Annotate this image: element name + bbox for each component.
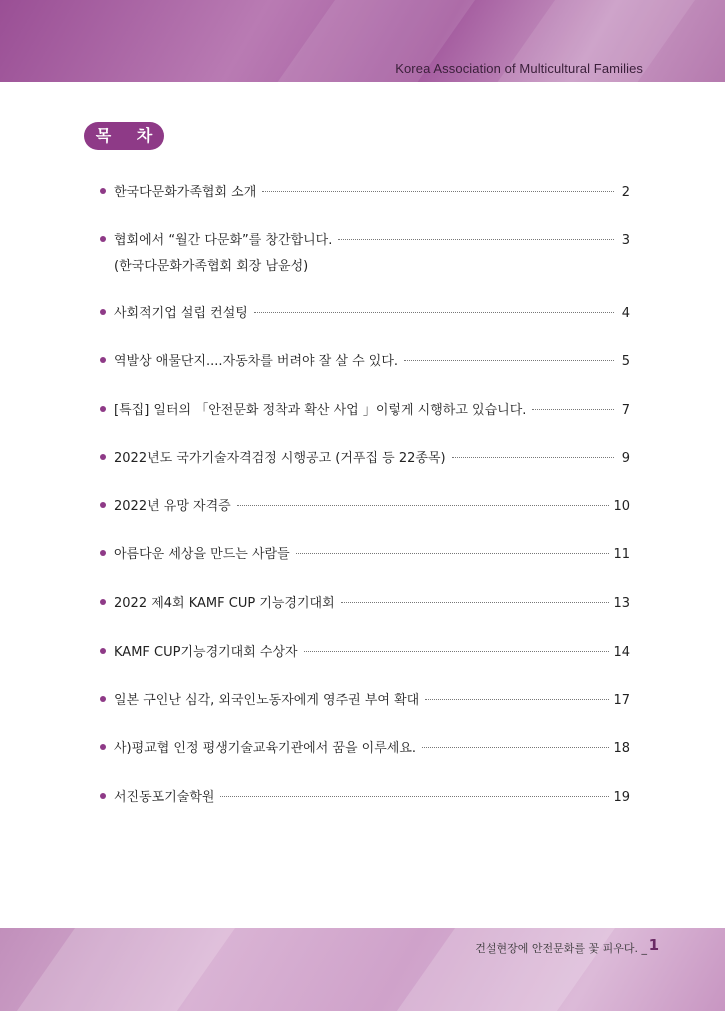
toc-item-page: 19 — [613, 790, 630, 805]
toc-item-page: 2 — [621, 185, 630, 200]
toc-item[interactable] — [100, 740, 630, 758]
toc-item-page: 11 — [613, 547, 630, 562]
toc-item-label: [특집] 일터의 「안전문화 정착과 확산 사업 」이렇게 시행하고 있습니다. — [114, 403, 527, 418]
toc-item-label: 일본 구인난 심각, 외국인노동자에게 영주권 부여 확대 — [114, 693, 420, 708]
bullet-icon — [100, 309, 106, 315]
bullet-icon — [100, 550, 106, 556]
toc-item[interactable] — [100, 644, 630, 662]
dot-leader — [237, 505, 610, 506]
toc-item-label: 서진동포기술학원 — [114, 790, 215, 805]
toc-item[interactable] — [100, 546, 630, 564]
toc-item-page: 10 — [613, 499, 630, 514]
toc-item[interactable] — [100, 595, 630, 613]
toc-item-page: 4 — [621, 306, 630, 321]
toc-item-page: 18 — [613, 741, 630, 756]
toc-item-label: 사회적기업 설립 컨설팅 — [114, 306, 248, 321]
toc-item-label: 2022년도 국가기술자격검정 시행공고 (거푸집 등 22종목) — [114, 451, 446, 466]
dot-leader — [254, 312, 614, 313]
toc-title: 목 차 — [84, 122, 164, 150]
toc-item[interactable] — [100, 402, 630, 420]
toc-item-label: 2022년 유망 자격증 — [114, 499, 231, 514]
toc-item-label: 사)평교협 인정 평생기술교육기관에서 꿈을 이루세요. — [114, 741, 417, 756]
toc-item[interactable] — [100, 232, 630, 276]
bullet-icon — [100, 648, 106, 654]
footer-page-number: 1 — [648, 936, 659, 954]
bullet-icon — [100, 696, 106, 702]
dot-leader — [341, 602, 610, 603]
toc-item-page: 3 — [621, 233, 630, 248]
bullet-icon — [100, 744, 106, 750]
dot-leader — [404, 360, 614, 361]
toc-item-label: KAMF CUP기능경기대회 수상자 — [114, 645, 298, 660]
toc-item-label: 2022 제4회 KAMF CUP 기능경기대회 — [114, 596, 335, 611]
toc-item-page: 13 — [613, 596, 630, 611]
dot-leader — [296, 553, 610, 554]
toc-item-page: 17 — [613, 693, 630, 708]
toc-item[interactable] — [100, 450, 630, 468]
bullet-icon — [100, 357, 106, 363]
header-organization: Korea Association of Multicultural Families — [395, 61, 643, 76]
toc-item-label: 역발상 애물단지....자동차를 버려야 잘 살 수 있다. — [114, 354, 399, 369]
bullet-icon — [100, 236, 106, 242]
footer-slogan: 건설현장에 안전문화를 꽃 피우다. _ — [475, 942, 647, 955]
dot-leader — [452, 457, 614, 458]
toc-item[interactable] — [100, 184, 630, 202]
footer-decoration — [0, 928, 249, 1011]
bullet-icon — [100, 793, 106, 799]
bullet-icon — [100, 454, 106, 460]
toc-item-page: 9 — [621, 451, 630, 466]
bullet-icon — [100, 406, 106, 412]
dot-leader — [422, 747, 609, 748]
dot-leader — [262, 191, 614, 192]
toc-item[interactable] — [100, 353, 630, 371]
toc-item[interactable] — [100, 305, 630, 323]
bullet-icon — [100, 502, 106, 508]
toc-item-label: 한국다문화가족협회 소개 — [114, 185, 257, 200]
dot-leader — [425, 699, 609, 700]
bullet-icon — [100, 599, 106, 605]
bullet-icon — [100, 188, 106, 194]
toc-item-page: 14 — [613, 645, 630, 660]
toc-item-label: 협회에서 “월간 다문화”를 창간합니다. — [114, 233, 333, 248]
toc-item-subtitle: (한국다문화가족협회 회장 남윤성) — [114, 259, 309, 274]
toc-item[interactable] — [100, 692, 630, 710]
dot-leader — [304, 651, 610, 652]
toc-item-page: 7 — [621, 403, 630, 418]
toc-item-label: 아름다운 세상을 만드는 사람들 — [114, 547, 290, 562]
toc-item[interactable] — [100, 498, 630, 516]
toc-item[interactable] — [100, 789, 630, 807]
toc-item-page: 5 — [621, 354, 630, 369]
dot-leader — [532, 409, 614, 410]
dot-leader — [220, 796, 609, 797]
dot-leader — [338, 239, 614, 240]
